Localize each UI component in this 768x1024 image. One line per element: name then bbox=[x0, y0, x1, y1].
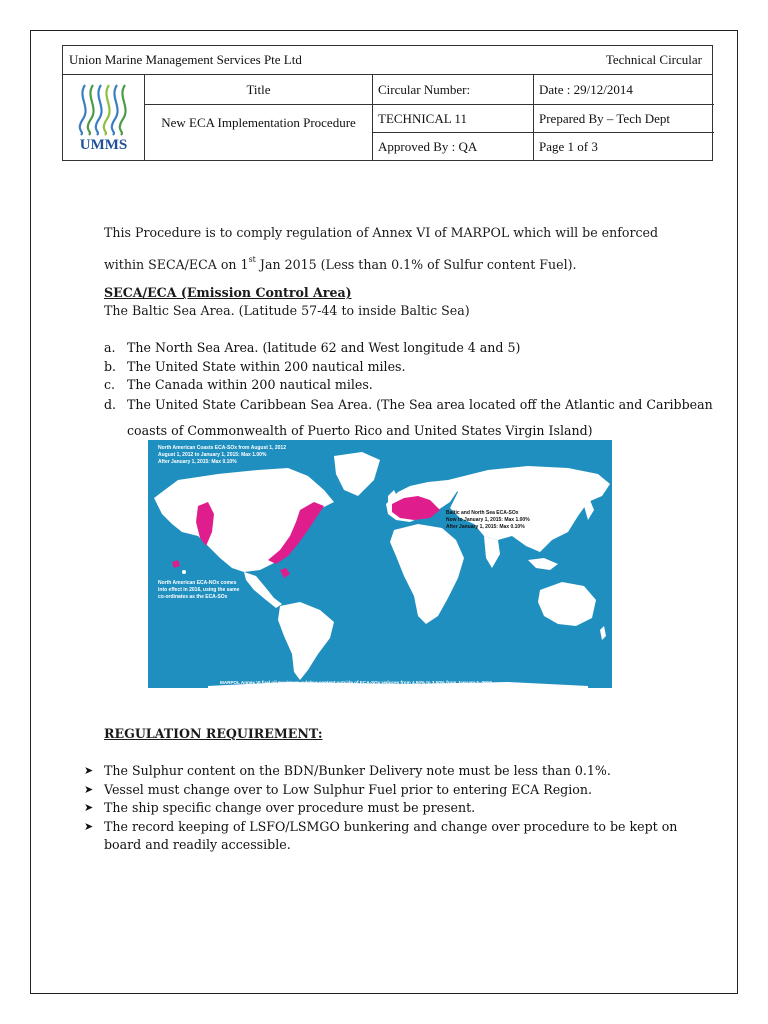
intro-line-2 bbox=[104, 247, 704, 279]
approved-by-cell bbox=[373, 133, 534, 161]
circular-type: Technical Circular bbox=[605, 52, 702, 67]
circular-number-label: Circular Number: bbox=[378, 82, 471, 97]
map-footer-caption: MARPOL Annex VI fuel oil maximum sulphur content outside of ECA-SOx reduces from 4.50% to 3.50% from January 1, 2012 bbox=[220, 680, 492, 685]
list-item bbox=[84, 818, 714, 855]
circular-title: New ECA Implementation Procedure bbox=[161, 115, 356, 130]
approved-by: Approved By : QA bbox=[378, 139, 478, 154]
intro-paragraph bbox=[104, 218, 704, 279]
umms-logo-icon bbox=[75, 81, 133, 137]
intro-line-2-text: within SECA/ECA on 1 bbox=[104, 257, 249, 273]
circular-date: Date : 29/12/2014 bbox=[539, 82, 633, 97]
list-item bbox=[104, 358, 714, 377]
map-caption-baltic-1: Baltic and North Sea ECA-SOx bbox=[446, 510, 519, 516]
list-marker: c. bbox=[104, 377, 116, 392]
circular-number: TECHNICAL 11 bbox=[378, 111, 467, 126]
prepared-by-cell bbox=[534, 105, 714, 133]
list-item-text: The United State Caribbean Sea Area. (The Sea area located off the Atlantic and Caribbean coasts of Commonwealth of Puerto Rico and United States Virgin Island) bbox=[127, 396, 713, 438]
intro-line-2-rest: Jan 2015 (Less than 0.1% of Sulfur content Fuel). bbox=[255, 257, 577, 273]
page-number-cell bbox=[534, 133, 714, 161]
map-caption-baltic-2: Now to January 1, 2015: Max 1.00% bbox=[446, 517, 530, 523]
circular-header-table bbox=[62, 45, 713, 161]
list-marker: d. bbox=[104, 396, 117, 412]
regulation-section-title: REGULATION REQUIREMENT: bbox=[104, 726, 323, 741]
regulation-list bbox=[84, 762, 714, 855]
list-item-text: The Sulphur content on the BDN/Bunker Delivery note must be less than 0.1%. bbox=[104, 763, 611, 778]
title-label: Title bbox=[246, 82, 271, 97]
map-caption-na-1: North American Coasts ECA-SOx from August 1, 2012 bbox=[158, 445, 286, 451]
hawaii bbox=[182, 570, 186, 574]
circular-number-value-cell bbox=[373, 105, 534, 133]
list-item bbox=[84, 781, 714, 800]
arrow-bullet-icon: ➤ bbox=[84, 782, 94, 796]
arrow-bullet-icon: ➤ bbox=[84, 819, 94, 833]
arrow-bullet-icon: ➤ bbox=[84, 764, 94, 777]
map-caption-nox-1: North American ECA-NOx comes bbox=[158, 580, 237, 586]
eca-world-map bbox=[148, 440, 612, 688]
list-item-text: The ship specific change over procedure must be present. bbox=[104, 800, 476, 815]
prepared-by: Prepared By – Tech Dept bbox=[539, 111, 670, 126]
map-caption-nox-2: into effect in 2016, using the same bbox=[158, 587, 240, 593]
list-item-text: The Canada within 200 nautical miles. bbox=[127, 377, 373, 392]
map-caption-na-3: After January 1, 2015: Max 0.10% bbox=[158, 459, 237, 465]
seca-section-title: SECA/ECA (Emission Control Area) bbox=[104, 285, 352, 300]
circular-number-label-cell bbox=[373, 75, 534, 105]
list-item-text: The United State within 200 nautical miles. bbox=[127, 358, 406, 374]
list-item bbox=[84, 762, 714, 781]
company-name: Union Marine Management Services Pte Ltd bbox=[69, 52, 302, 67]
list-item-text: The record keeping of LSFO/LSMGO bunkering and change over procedure to be kept on board and readily accessible. bbox=[104, 818, 678, 852]
map-caption-na-2: August 1, 2012 to January 1, 2015: Max 1.00% bbox=[158, 452, 267, 458]
list-marker: a. bbox=[104, 340, 116, 355]
list-marker: b. bbox=[104, 358, 117, 374]
list-item bbox=[104, 392, 714, 444]
logo-text: UMMS bbox=[79, 137, 128, 153]
list-item bbox=[84, 799, 714, 818]
page-number: Page 1 of 3 bbox=[539, 139, 598, 154]
date-cell bbox=[534, 75, 714, 105]
list-item bbox=[104, 339, 714, 358]
arrow-bullet-icon: ➤ bbox=[84, 801, 94, 814]
title-label-cell bbox=[145, 75, 373, 105]
map-caption-baltic-3: After January 1, 2015: Max 0.10% bbox=[446, 524, 525, 530]
seca-section-subtitle: The Baltic Sea Area. (Latitude 57-44 to inside Baltic Sea) bbox=[104, 303, 470, 318]
header-top-row bbox=[63, 46, 712, 75]
ordinal-suffix: st bbox=[248, 255, 256, 264]
map-caption-nox-3: co-ordinates as the ECA-SOx bbox=[158, 594, 228, 600]
seca-area-list bbox=[104, 339, 714, 444]
list-item-text: Vessel must change over to Low Sulphur Fuel prior to entering ECA Region. bbox=[104, 781, 592, 797]
list-item-text: The North Sea Area. (latitude 62 and West longitude 4 and 5) bbox=[127, 340, 521, 355]
title-value-cell bbox=[145, 105, 373, 161]
intro-line-1: This Procedure is to comply regulation of Annex VI of MARPOL which will be enforced bbox=[104, 225, 659, 240]
logo-cell bbox=[63, 75, 145, 161]
